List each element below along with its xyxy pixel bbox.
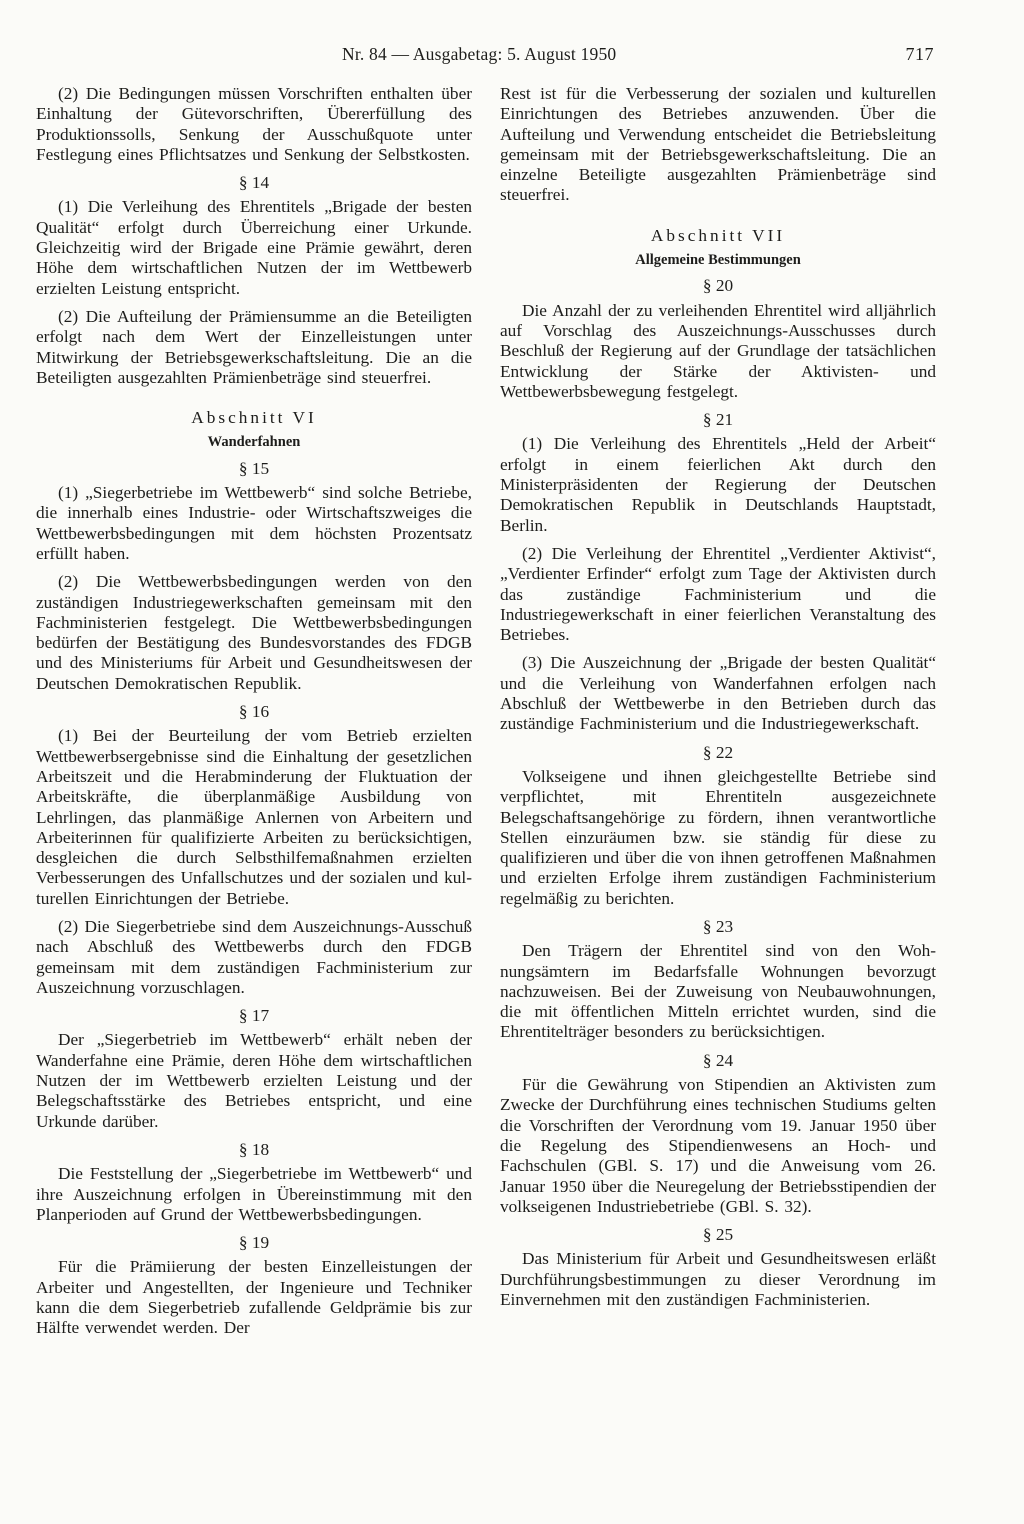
- wanderfahnen-subheading: Wanderfahnen: [207, 434, 301, 451]
- paragraph-25: Das Ministerium für Arbeit und Gesundheitswesen erläßt Durchführungsbestimmungen zu dieser Verordnung im Einvernehmen mit den zuständigen Fachministerien.: [500, 1249, 936, 1310]
- paragraph-23: Den Trägern der Ehrentitel sind von den Wohnungsämtern im Bedarfsfalle Wohnungen bevorzugt nachzuweisen. Bei der Zuweisung von Neubauwohnungen, die mit öffentlichen Mitteln errichtet wurden, sind die Ehrentitelträger besonders zu berücksichtigen.: [500, 941, 936, 1042]
- paragraph-14-2: (2) Die Aufteilung der Prämiensumme an die Beteiligten erfolgt nach dem Wert der Einzelleistungen unter Mitwirkung der Betriebsgewerkschaftsleitung. Die an die Beteiligten ausgezahlten Prämienbeträge sind steuerfrei.: [36, 306, 472, 387]
- paragraph-19: Für die Prämiierung der besten Einzelleistungen der Arbeiter und Angestellten, der Ingenieure und Techniker kann die dem Siegerbetrieb zufallende Geldprämie bis zur Hälfte verwendet werden. Der: [36, 1257, 472, 1338]
- section-21-heading: § 21: [702, 410, 734, 430]
- paragraph-22: Volkseigene und ihnen gleichgestellte Betriebe sind verpflichtet, mit Ehrentiteln ausgezeichnete Belegschaftsangehörige zu fördern, ihnen verantwortliche Stellen einzuräumen bzw. sie ständig für diese zu qualifizieren und über die von ihnen getroffenen Maßnahmen und erzielten Erfolge ihrem zuständigen Fachministerium regelmäßig zu berichten.: [500, 766, 936, 908]
- abschnitt-vi-heading: Abschnitt VI: [191, 408, 317, 428]
- section-22-heading: § 22: [702, 742, 734, 762]
- section-15-heading: § 15: [238, 458, 270, 478]
- section-17-heading: § 17: [238, 1006, 270, 1026]
- abschnitt-vii-heading: Abschnitt VII: [650, 225, 786, 245]
- paragraph-16-1: (1) Bei der Beurteilung der vom Betrieb erzielten Wettbewerbsergebnisse sind die Einhaltung der gesetzlichen Arbeitszeit und die Herabminderung der Fluktuation der Arbeitskräfte, die überplanmäßige Ausbildung von Lehrlingen, das planmäßige Anlernen von Arbeitern und Arbeiterinnen für qualifizierte Arbeiten zu berücksichtigen, desgleichen die durch Selbsthilfemaßnahmen erzielten Verbesserungen des Unfallschutzes und der sozialen und kulturellen Einrichtungen der Betriebe.: [36, 726, 472, 908]
- paragraph-21-3: (3) Die Auszeichnung der „Brigade der besten Qualität“ und die Verleihung von Wanderfahnen erfolgen nach Abschluß der Wettbewerbe in den Betrieben durch das zuständige Fachministerium und die Industriegewerkschaft.: [500, 653, 936, 734]
- page-number: 717: [905, 44, 934, 64]
- paragraph-17: Der „Siegerbetrieb im Wettbewerb“ erhält neben der Wanderfahne eine Prämie, deren Höhe dem wirtschaftlichen Nutzen der im Wettbewerb erzielten Leistung und der Belegschaftsstärke des Betriebes entspricht, und eine Urkunde darüber.: [36, 1030, 472, 1131]
- section-25-heading: § 25: [702, 1225, 734, 1245]
- paragraph-21-1: (1) Die Verleihung des Ehrentitels „Held der Arbeit“ erfolgt in einem feierlichen Akt durch den Ministerpräsidenten der Regierung der Deutschen Demokratischen Republik in Deutschlands Hauptstadt, Berlin.: [500, 434, 936, 535]
- paragraph-16-2: (2) Die Siegerbetriebe sind dem Auszeichnungs-Ausschuß nach Abschluß des Wettbewerbs durch den FDGB gemeinsam mit dem zuständigen Fachministerium zur Auszeichnung vorzuschlagen.: [36, 916, 472, 997]
- section-19-heading: § 19: [238, 1233, 270, 1253]
- section-18-heading: § 18: [238, 1139, 270, 1159]
- section-20-heading: § 20: [702, 276, 734, 296]
- allgemeine-bestimmungen-subheading: Allgemeine Bestimmungen: [635, 252, 801, 269]
- paragraph-19-continued: Rest ist für die Verbesserung der sozialen und kulturellen Einrichtungen des Betriebes anzuwenden. Über die Aufteilung und Verwendung entscheidet die Betriebsleitung gemeinsam mit der Betriebsgewerkschaftsleitung. Die an einzelne Beteiligte ausgezahlten Prämienbeträge sind steuerfrei.: [500, 84, 936, 205]
- paragraph-20: Die Anzahl der zu verleihenden Ehrentitel wird alljährlich auf Vorschlag des Auszeichnungs-Ausschusses durch Beschluß der Regierung auf der Grundlage der tatsächlichen Entwicklung der Stärke der Aktivisten- und Wettbewerbsbewegung festgelegt.: [500, 300, 936, 401]
- section-23-heading: § 23: [702, 916, 734, 936]
- section-24-heading: § 24: [702, 1050, 734, 1070]
- paragraph-21-2: (2) Die Verleihung der Ehrentitel „Verdienter Aktivist“, „Verdienter Erfinder“ erfolgt zum Tage der Aktivisten durch das zuständige Fachministerium und die Industriegewerkschaft in einer feierlichen Veranstaltung des Betriebes.: [500, 543, 936, 645]
- paragraph-15-1: (1) „Siegerbetriebe im Wettbewerb“ sind solche Betriebe, die innerhalb eines Industrie- oder Wirtschaftszweiges die Wettbewerbsbedingungen mit dem höchsten Prozentsatz erfüllt haben.: [36, 483, 472, 563]
- right-column: [500, 84, 936, 1318]
- section-14-heading: § 14: [238, 173, 270, 193]
- paragraph-24: Für die Gewährung von Stipendien an Aktivisten zum Zwecke der Durchführung eines technischen Studiums gelten die Vorschriften der Verordnung vom 19. Januar 1950 über die Regelung des Stipendienwesens an Hoch- und Fachschulen (GBl. S. 17) und die Anweisung vom 26. Januar 1950 über die Neuregelung der Betriebsstipendien der volkseigenen Industriebetriebe (GBl. S. 32).: [500, 1075, 936, 1216]
- paragraph-14-1: (1) Die Verleihung des Ehrentitels „Brigade der besten Qualität“ erfolgt durch Überreichung einer Urkunde. Gleichzeitig wird der Brigade eine Prämie gewährt, deren Höhe dem wirtschaftlichen Nutzen der im Wettbewerb erzielten Leistung entspricht.: [36, 197, 472, 298]
- page-header: [44, 44, 934, 74]
- left-column: [36, 84, 472, 1347]
- paragraph-18: Die Feststellung der „Siegerbetriebe im Wettbewerb“ und ihre Auszeichnung erfolgen in Übereinstimmung mit den Planperioden auf Grund der Wettbewerbsbedingungen.: [36, 1164, 472, 1224]
- section-16-heading: § 16: [238, 702, 270, 722]
- issue-line: Nr. 84 — Ausgabetag: 5. August 1950: [342, 44, 617, 64]
- paragraph-15-2: (2) Die Wettbewerbsbedingungen werden von den zuständigen Industriegewerkschaften gemeinsam mit den Fachministerien festgelegt. Die Wettbewerbsbedingungen bedürfen der Bestätigung des Bundesvorstandes des FDGB und des Ministeriums für Arbeit und Gesundheitswesen der Deutschen Demokratischen Republik.: [36, 572, 472, 693]
- paragraph-13-2: (2) Die Bedingungen müssen Vorschriften enthalten über Einhaltung der Gütevorschriften, Übererfüllung des Produktionssolls, Senkung der Ausschußquote unter Festlegung eines Pflichtsatzes und Senkung der Selbstkosten.: [36, 84, 472, 164]
